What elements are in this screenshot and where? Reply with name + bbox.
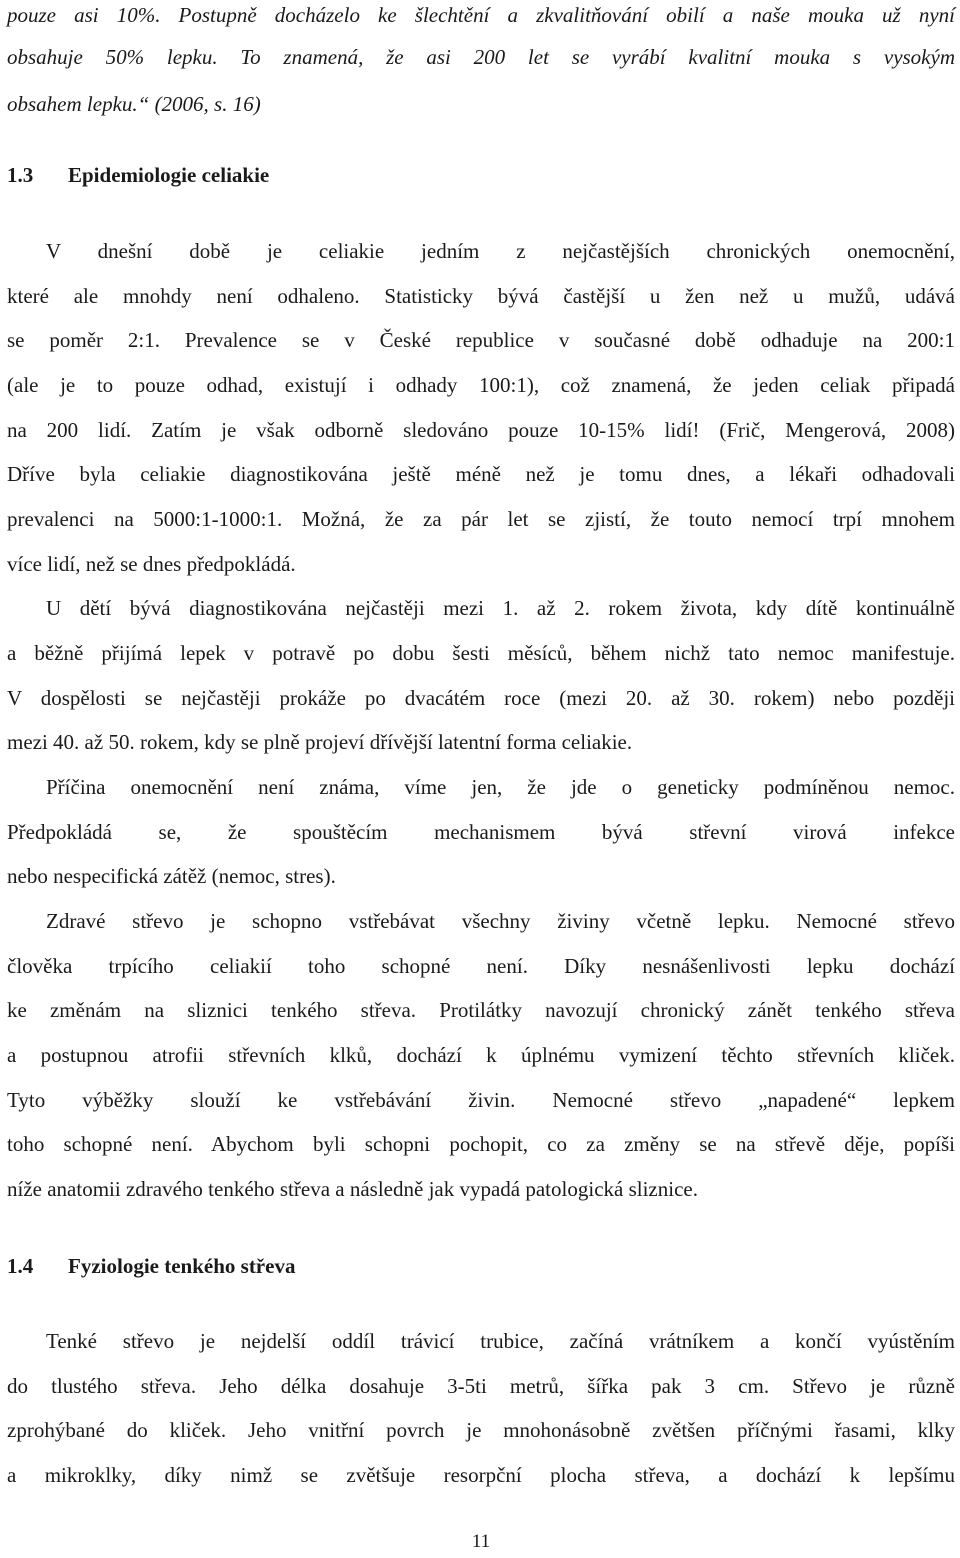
paragraph-line: toho schopné není. Abychom byli schopni pochopit, co za změny se na střevě děje, popíši	[7, 1132, 955, 1156]
section-number: 1.3	[7, 163, 34, 187]
intro-line-2: obsahuje 50% lepku. To znamená, že asi 200 let se vyrábí kvalitní mouka s vysokým	[7, 45, 955, 69]
intro-line-3: obsahem lepku.“ (2006, s. 16)	[7, 92, 261, 116]
paragraph-line: V dospělosti se nejčastěji prokáže po dvacátém roce (mezi 20. až 30. rokem) nebo později	[7, 686, 955, 710]
paragraph-line: a postupnou atrofii střevních klků, dochází k úplnému vymizení těchto střevních kliček.	[7, 1043, 955, 1067]
paragraph-line: Tenké střevo je nejdelší oddíl trávicí trubice, začíná vrátníkem a končí vyústěním	[46, 1329, 955, 1353]
paragraph-line: se poměr 2:1. Prevalence se v České republice v současné době odhaduje na 200:1	[7, 328, 955, 352]
paragraph-line: a běžně přijímá lepek v potravě po dobu šesti měsíců, během nichž tato nemoc manifestuje.	[7, 641, 955, 665]
paragraph-line: Tyto výběžky slouží ke vstřebávání živin. Nemocné střevo „napadené“ lepkem	[7, 1088, 955, 1112]
paragraph-line: Předpokládá se, že spouštěcím mechanismem bývá střevní virová infekce	[7, 820, 955, 844]
intro-line-1: pouze asi 10%. Postupně docházelo ke šlechtění a zkvalitňování obilí a naše mouka už nyní	[7, 3, 955, 27]
paragraph-line: zprohýbané do kliček. Jeho vnitřní povrch je mnohonásobně zvětšen příčnými řasami, klky	[7, 1418, 955, 1442]
paragraph-line: člověka trpícího celiakií toho schopné není. Díky nesnášenlivosti lepku dochází	[7, 954, 955, 978]
page-number: 11	[471, 1531, 491, 1552]
section-title: Epidemiologie celiakie	[68, 163, 270, 187]
paragraph-line: na 200 lidí. Zatím je však odborně sledováno pouze 10-15% lidí! (Frič, Mengerová, 2008)	[7, 418, 955, 442]
paragraph-line: Dříve byla celiakie diagnostikována ještě méně než je tomu dnes, a lékaři odhadovali	[7, 462, 955, 486]
paragraph-line: do tlustého střeva. Jeho délka dosahuje 3-5ti metrů, šířka pak 3 cm. Střevo je různě	[7, 1374, 955, 1398]
paragraph-line: prevalenci na 5000:1-1000:1. Možná, že za pár let se zjistí, že touto nemocí trpí mnohem	[7, 507, 955, 531]
paragraph-line: V dnešní době je celiakie jedním z nejčastějších chronických onemocnění,	[46, 239, 955, 263]
paragraph-line: mezi 40. až 50. rokem, kdy se plně projeví dřívější latentní forma celiakie.	[7, 730, 633, 754]
paragraph-line: níže anatomii zdravého tenkého střeva a následně jak vypadá patologická sliznice.	[7, 1177, 698, 1201]
section-heading-fyziologie	[7, 1251, 295, 1281]
paragraph-line: více lidí, než se dnes předpokládá.	[7, 552, 296, 576]
section-number: 1.4	[7, 1254, 34, 1278]
paragraph-line: které ale mnohdy není odhaleno. Statisticky bývá častější u žen než u mužů, udává	[7, 284, 955, 308]
paragraph-line: Zdravé střevo je schopno vstřebávat všechny živiny včetně lepku. Nemocné střevo	[46, 909, 955, 933]
paragraph-line: (ale je to pouze odhad, existují i odhady 100:1), což znamená, že jeden celiak připadá	[7, 373, 955, 397]
paragraph-line: Příčina onemocnění není známa, víme jen, že jde o geneticky podmíněnou nemoc.	[46, 775, 955, 799]
paragraph-line: a mikroklky, díky nimž se zvětšuje resorpční plocha střeva, a dochází k lepšímu	[7, 1463, 955, 1487]
paragraph-line: nebo nespecifická zátěž (nemoc, stres).	[7, 864, 336, 888]
section-title: Fyziologie tenkého střeva	[68, 1254, 296, 1278]
paragraph-line: ke změnám na sliznici tenkého střeva. Protilátky navozují chronický zánět tenkého střeva	[7, 998, 955, 1022]
section-heading-epidemiologie	[7, 160, 269, 190]
paragraph-line: U dětí bývá diagnostikována nejčastěji mezi 1. až 2. rokem života, kdy dítě kontinuálně	[46, 596, 955, 620]
